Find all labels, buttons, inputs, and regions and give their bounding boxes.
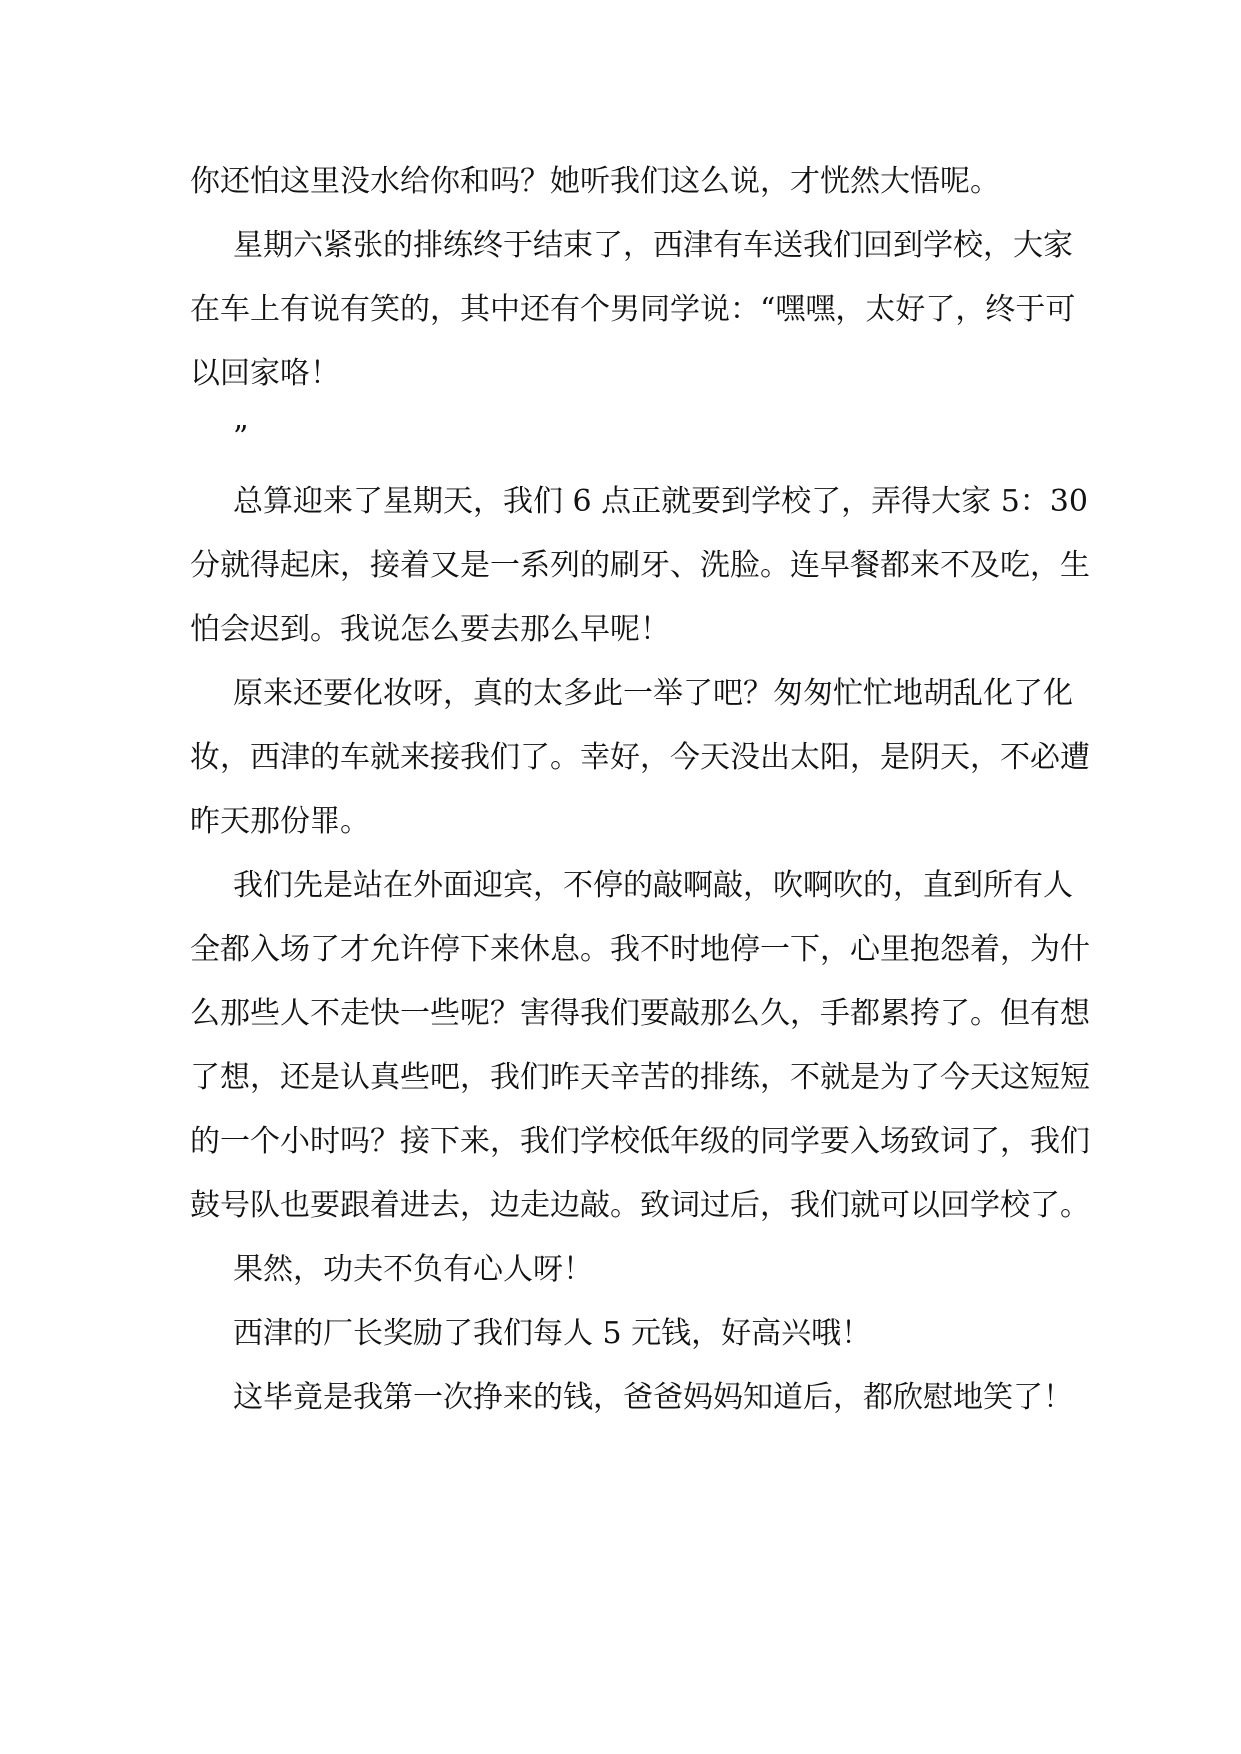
text-line: 你还怕这里没水给你和吗？她听我们这么说，才恍然大悟呢。	[190, 164, 1000, 199]
paragraph-first-line: 总算迎来了星期天，我们 6 点正就要到学校了，弄得大家 5：30	[233, 484, 1088, 519]
text-line: 鼓号队也要跟着进去，边走边敲。致词过后，我们就可以回学校了。	[190, 1188, 1090, 1223]
paragraph-first-line: 这毕竟是我第一次挣来的钱，爸爸妈妈知道后，都欣慰地笑了！	[233, 1380, 1073, 1415]
text-line: 昨天那份罪。	[190, 804, 370, 839]
text-line: 么那些人不走快一些呢？害得我们要敲那么久，手都累挎了。但有想	[190, 996, 1090, 1031]
text-line: 了想，还是认真些吧，我们昨天辛苦的排练，不就是为了今天这短短	[190, 1060, 1090, 1095]
text-line: 以回家咯！	[190, 356, 340, 391]
text-line: 妆，西津的车就来接我们了。幸好，今天没出太阳，是阴天，不必遭	[190, 740, 1090, 775]
paragraph-first-line: 西津的厂长奖励了我们每人 5 元钱，好高兴哦！	[233, 1316, 872, 1351]
paragraph-first-line: 原来还要化妆呀，真的太多此一举了吧？匆匆忙忙地胡乱化了化	[233, 676, 1073, 711]
text-line: 在车上有说有笑的，其中还有个男同学说：“嘿嘿，太好了，终于可	[190, 292, 1076, 327]
text-line: 全都入场了才允许停下来休息。我不时地停一下，心里抱怨着，为什	[190, 932, 1090, 967]
closing-quote-line: ”	[233, 420, 249, 455]
text-line: 分就得起床，接着又是一系列的刷牙、洗脸。连早餐都来不及吃，生	[190, 548, 1090, 583]
paragraph-first-line: 果然，功夫不负有心人呀！	[233, 1252, 593, 1287]
text-line: 的一个小时吗？接下来，我们学校低年级的同学要入场致词了，我们	[190, 1124, 1090, 1159]
paragraph-first-line: 星期六紧张的排练终于结束了，西津有车送我们回到学校，大家	[233, 228, 1073, 263]
text-line: 怕会迟到。我说怎么要去那么早呢！	[190, 612, 670, 647]
paragraph-first-line: 我们先是站在外面迎宾，不停的敲啊敲，吹啊吹的，直到所有人	[233, 868, 1073, 903]
